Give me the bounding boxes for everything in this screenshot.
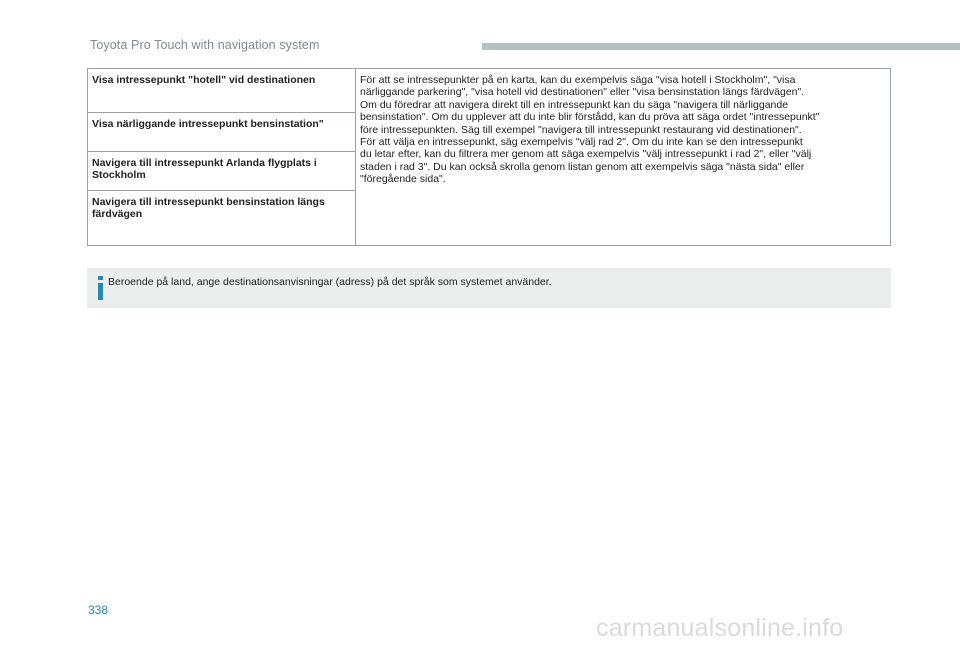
description-cell	[356, 69, 891, 246]
info-note	[87, 268, 891, 308]
command-cell: Navigera till intressepunkt bensinstation längs färdvägen	[88, 191, 356, 246]
voice-command-table	[87, 68, 891, 246]
description-line: före intressepunkten. Säg till exempel "navigera till intressepunkt restaurang vid destinationen".	[360, 123, 802, 136]
description-line: bensinstation". Om du upplever att du inte blir förstådd, kan du pröva att säga ordet "intressepunkt"	[360, 111, 820, 124]
header-bar	[482, 43, 960, 50]
description-line: För att se intressepunkter på en karta, kan du exempelvis säga "visa hotell i Stockholm", "visa	[360, 74, 796, 86]
description-line: du letar efter, kan du filtrera mer genom att säga exempelvis "välj intressepunkt i rad 2", eller "välj	[360, 148, 812, 161]
page-number: 338	[88, 603, 109, 617]
description-line: För att välja en intressepunkt, säg exempelvis "välj rad 2". Om du inte kan se den intressepunkt	[360, 136, 803, 149]
description-line: "föregående sida".	[360, 173, 446, 186]
command-cell: Visa intressepunkt "hotell" vid destinationen	[88, 69, 356, 113]
info-text: Beroende på land, ange destinationsanvisningar (adress) på det språk som systemet använder.	[108, 276, 552, 288]
description-line: närliggande parkering", "visa hotell vid destinationen" eller "visa bensinstation längs färdvägen".	[360, 86, 805, 99]
table-row	[88, 69, 891, 113]
watermark: carmanualsonline.info	[596, 614, 844, 642]
description-line: staden i rad 3". Du kan också skrolla genom listan genom att exempelvis säga "nästa sida" eller	[360, 160, 805, 173]
page-header-title: Toyota Pro Touch with navigation system	[90, 38, 320, 52]
command-cell: Visa närliggande intressepunkt bensinstation"	[88, 113, 356, 152]
command-cell: Navigera till intressepunkt Arlanda flygplats i Stockholm	[88, 152, 356, 191]
description-line: Om du föredrar att navigera direkt till en intressepunkt kan du säga "navigera till närliggande	[360, 98, 789, 111]
info-icon	[96, 276, 108, 300]
